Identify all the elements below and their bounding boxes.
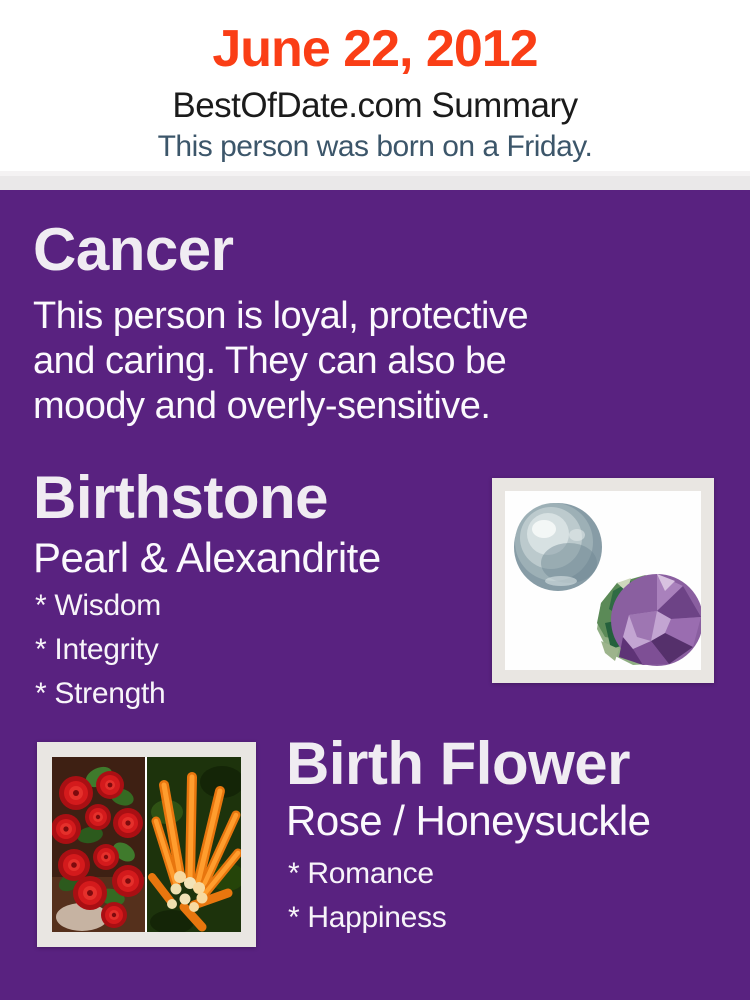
birthstone-name: Pearl & Alexandrite — [33, 534, 381, 581]
birth-flower-trait: * Romance — [288, 857, 434, 890]
birth-flower-heading: Birth Flower — [286, 730, 631, 797]
zodiac-description-line-1: This person is loyal, protective — [33, 295, 529, 337]
zodiac-sign-heading: Cancer — [33, 216, 234, 283]
summary-body — [0, 190, 750, 1000]
divider-bar — [0, 171, 750, 190]
birthstone-trait: * Wisdom — [35, 589, 161, 622]
weekday-note: This person was born on a Friday. — [157, 130, 593, 163]
birthstone-photo — [505, 491, 701, 670]
birthstone-heading: Birthstone — [33, 464, 328, 531]
rose-and-honeysuckle-illustration — [52, 757, 241, 932]
birth-flower-photo-frame — [37, 742, 256, 947]
zodiac-description-line-2: and caring. They can also be — [33, 340, 507, 382]
pearl-and-alexandrite-illustration — [505, 491, 701, 670]
birthstone-trait: * Integrity — [35, 633, 159, 666]
birthstone-photo-frame — [492, 478, 714, 683]
site-summary-title: BestOfDate.com Summary — [172, 86, 578, 125]
birth-flower-photo — [52, 757, 241, 932]
zodiac-description — [33, 294, 528, 429]
page-title-date: June 22, 2012 — [212, 20, 538, 78]
birth-flower-traits-list — [288, 852, 446, 940]
zodiac-description-line-3: moody and overly-sensitive. — [33, 385, 491, 427]
birth-flower-name: Rose / Honeysuckle — [286, 797, 651, 844]
birth-flower-trait: * Happiness — [288, 901, 447, 934]
birthstone-traits-list — [35, 584, 165, 716]
birthstone-trait: * Strength — [35, 677, 166, 710]
